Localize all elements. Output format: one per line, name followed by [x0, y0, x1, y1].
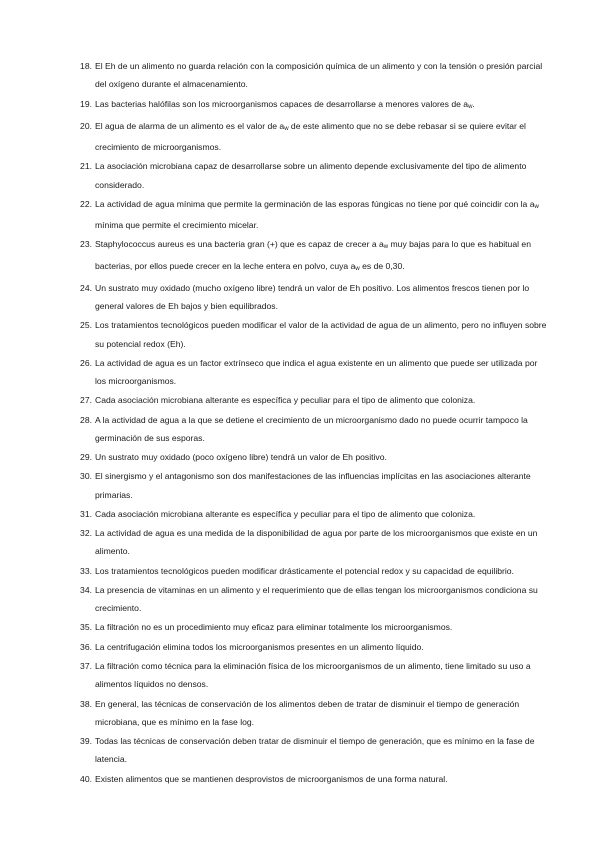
item-number: 22.: [80, 198, 92, 209]
item-text: La actividad de agua es una medida de la disponibilidad de agua por parte de los microorganismos que existe en un alimento.: [95, 528, 538, 557]
list-item: [0, 411, 600, 447]
item-number: 23.: [80, 239, 92, 250]
item-number: 33.: [80, 565, 92, 576]
item-number: 24.: [80, 282, 92, 293]
item-text: El Eh de un alimento no guarda relación con la composición química de un alimento y con la tensión o presión parcial del oxígeno durante el almacenamiento.: [95, 61, 543, 90]
list-item: [0, 657, 600, 693]
text-segment: Staphylococcus aureus es una bacteria gran (+) que es capaz de crecer a a: [95, 239, 384, 250]
list-item: [0, 524, 600, 560]
item-text: La centrifugación elimina todos los microorganismos presentes en un alimento líquido.: [95, 641, 424, 652]
item-number: 35.: [80, 622, 92, 633]
list-item: [0, 732, 600, 768]
item-text: Existen alimentos que se mantienen desprovistos de microorganismos de una forma natural.: [95, 773, 448, 784]
item-number: 26.: [80, 357, 92, 368]
item-text: La asociación microbiana capaz de desarrollarse sobre un alimento depende exclusivamente del tipo de alimento considerado.: [95, 161, 527, 190]
list-item: [0, 354, 600, 390]
list-item: [0, 157, 600, 193]
item-text: Todas las técnicas de conservación deben tratar de disminuir el tiempo de generación, que es mínimo en la fase de latencia.: [95, 736, 535, 765]
item-text: A la actividad de agua a la que se detiene el crecimiento de un microorganismo dado no puede ocurrir tampoco la germinación de sus esporas.: [95, 414, 528, 443]
item-text: En general, las técnicas de conservación de los alimentos deben de tratar de disminuir el tiempo de generación microbiana, que es mínimo en la fase log.: [95, 698, 520, 727]
subscript-w: w: [468, 103, 473, 110]
item-number: 19.: [80, 98, 92, 109]
item-text: [95, 95, 547, 116]
list-item: [0, 117, 600, 156]
list-item: [0, 467, 600, 503]
item-number: 25.: [80, 320, 92, 331]
list-item: [0, 279, 600, 315]
text-segment: muy bajas para lo que es habitual en bacterias, por ellos puede crecer en la leche entera en polvo, cuya a: [95, 239, 531, 271]
item-number: 39.: [80, 736, 92, 747]
item-text: Cada asociación microbiana alterante es específica y peculiar para el tipo de alimento que coloniza.: [95, 395, 476, 406]
item-text: Los tratamientos tecnológicos pueden modificar drásticamente el potencial redox y su capacidad de equilibrio.: [95, 565, 514, 576]
list-item: [0, 770, 600, 788]
list-item: [0, 505, 600, 523]
list-item: [0, 695, 600, 731]
item-text: Los tratamientos tecnológicos pueden modificar el valor de la actividad de agua de un alimento, pero no influyen sobre su potencial redox (Eh).: [95, 320, 547, 349]
item-number: 36.: [80, 641, 92, 652]
list-item: [0, 195, 600, 234]
item-number: 21.: [80, 161, 92, 172]
item-number: 38.: [80, 698, 92, 709]
text-segment: es de 0,30.: [359, 260, 405, 271]
list-item: [0, 581, 600, 617]
item-text: [95, 235, 547, 277]
item-number: 20.: [80, 120, 92, 131]
item-text: La filtración como técnica para la eliminación física de los microorganismos de un alimento, tiene limitado su uso a alimentos líquidos no densos.: [95, 661, 531, 690]
item-number: 40.: [80, 773, 92, 784]
item-text: Cada asociación microbiana alterante es específica y peculiar para el tipo de alimento que coloniza.: [95, 508, 476, 519]
item-number: 29.: [80, 452, 92, 463]
item-text: Un sustrato muy oxidado (mucho oxígeno libre) tendrá un valor de Eh positivo. Los alimentos frescos tienen por lo general valores de Eh bajos y bien equilibrados.: [95, 282, 530, 311]
item-number: 31.: [80, 508, 92, 519]
subscript-w: w: [355, 265, 360, 272]
list-item: [0, 638, 600, 656]
item-number: 28.: [80, 414, 92, 425]
text-segment: El agua de alarma de un alimento es el valor de a: [95, 120, 285, 131]
text-segment: .: [472, 98, 475, 109]
item-number: 18.: [80, 61, 92, 71]
subscript-w: w: [383, 244, 389, 251]
list-item: [0, 448, 600, 466]
item-number: 34.: [80, 584, 92, 595]
item-text: La filtración no es un procedimiento muy eficaz para eliminar totalmente los microorganismos.: [95, 622, 453, 633]
subscript-w: w: [534, 203, 539, 210]
item-text: El sinergismo y el antagonismo son dos manifestaciones de las influencias implícitas en las asociaciones alterante primarias.: [95, 471, 531, 500]
item-text: La presencia de vitaminas en un alimento y el requerimiento que de ellas tengan los microorganismos condiciona su crecimiento.: [95, 584, 538, 614]
item-text: [95, 117, 547, 156]
list-item: [0, 57, 600, 93]
text-segment: Las bacterias halófilas son los microorganismos capaces de desarrollarse a menores valores de a: [95, 98, 469, 109]
text-segment: La actividad de agua mínima que permite la germinación de las esporas fúngicas no tiene por qué coincidir con la a: [95, 198, 535, 209]
question-list: [0, 57, 600, 789]
item-number: 27.: [80, 395, 92, 406]
item-text: La actividad de agua es un factor extrínseco que indica el agua existente en un alimento que puede ser utilizada por los microorganismos.: [95, 357, 538, 386]
item-text: Un sustrato muy oxidado (poco oxígeno libre) tendrá un valor de Eh positivo.: [95, 452, 387, 463]
item-number: 32.: [80, 528, 92, 539]
item-text: [95, 195, 547, 234]
list-item: [0, 562, 600, 580]
text-segment: mínima que permite el crecimiento micelar.: [95, 220, 259, 230]
list-item: [0, 391, 600, 409]
list-item: [0, 235, 600, 277]
list-item: [0, 316, 600, 352]
list-item: [0, 618, 600, 636]
text-segment: de este alimento que no se debe rebasar si se quiere evitar el crecimiento de microorganismos.: [95, 120, 526, 152]
item-number: 30.: [80, 471, 92, 482]
subscript-w: w: [284, 125, 289, 132]
item-number: 37.: [80, 661, 92, 672]
list-item: [0, 95, 600, 116]
